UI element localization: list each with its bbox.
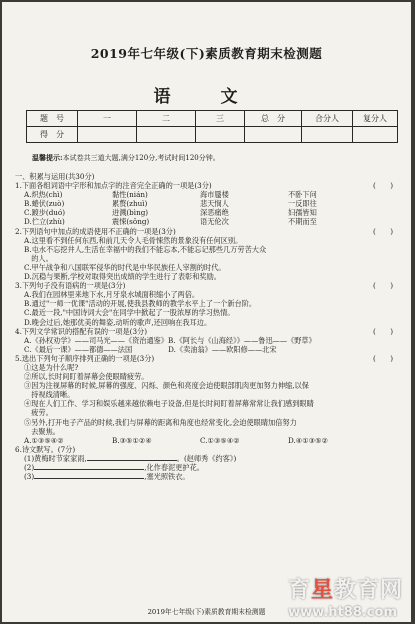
exam-tip (32, 153, 220, 163)
answer-blank[interactable] (34, 478, 144, 479)
section-heading: 一、积累与运用(共30分) (15, 172, 95, 181)
answer-blank[interactable] (87, 460, 177, 461)
answer-paren: ( ) (373, 181, 393, 191)
score-header-cell: 题 号 (27, 111, 78, 127)
exam-title: 2019年七年级(下)素质教育期末检测题 (90, 46, 323, 61)
answer-paren: ( ) (373, 226, 393, 236)
score-cell (196, 127, 245, 143)
watermark-brand: 育星教育网 (287, 578, 403, 603)
score-header-cell: 总 分 (245, 111, 302, 127)
page-footer: 2019年七年级(下)素质教育期末检测题 (147, 608, 266, 616)
q4-option: A.《孙权劝学》——司马光——《资治通鉴》B.《阿长与《山海经》》——鲁迅——《野草》 (24, 335, 316, 345)
star-glyph: 星 (310, 578, 334, 603)
question-stem-3: 3.下列句子没有语病的一项是(3分) ( ) (15, 281, 393, 291)
question-stem-2: 2.下列语句中加点的成语使用不正确的一项是(3分) ( ) (15, 226, 393, 236)
answer-paren: ( ) (373, 353, 393, 363)
q3-option: A.我们在园林里来地下水,月牙泉水城面积缩小了两倍。 (24, 290, 200, 300)
q1-option-row: C.踱步(duó) 迸溅(bìng) 深恶痛绝 妇孺皆知 (24, 208, 317, 218)
question-stem-5: 5.选出下列句子顺序排列正确的一项是(3分) ( ) (15, 353, 393, 363)
score-cell (353, 127, 398, 143)
q5-sentence: ③因为注视屏幕的时候,屏幕的强度、闪烁、颜色和亮度会迫使眼部肌肉更加努力伸缩,以保 (24, 381, 309, 391)
score-header-cell: 一 (78, 111, 137, 127)
q5-sentence: 疲劳。 (24, 408, 53, 418)
question-stem-6: 6.诗文默写。(7分) (15, 444, 76, 454)
score-header-row (27, 111, 398, 127)
exam-body (15, 172, 405, 481)
q2-option: B.屯水不忘挖井人,生活在幸福中的我们不能忘本,不能忘记那些几万劳苦大众 (24, 244, 267, 254)
score-value-row (27, 127, 398, 143)
score-cell (302, 127, 353, 143)
question-stem-1: 1.下面各组词语中字形和加点字的注音完全正确的一项是(3分) ( ) (15, 181, 393, 191)
q5-sentence: ⑤另外,打开电子产品的时候,我们与屏幕的距离和角度也经常变化,会迫使眼睛加倍努力 (24, 417, 297, 427)
q5-option-row: A.①③⑤④② B.③⑤①②④ C.①③⑤④② D.④①③⑤② (24, 435, 329, 445)
q1-option-row: A.炽热(chì) 黏性(nián) 海市蜃楼 不卧下问 (24, 190, 317, 200)
q4-option: C.《最后一课》——都德——法国 D.《卖油翁》——欧阳修——北宋 (24, 344, 277, 354)
q1-option-row: B.蜷伏(zuò) 累赘(zhuì) 悲天悯人 一反即往 (24, 199, 317, 209)
q3-option: C.最近一段,"中国诗词大会"在同学中掀起了一股浓厚的学习热情。 (24, 308, 235, 318)
answer-paren: ( ) (373, 281, 393, 291)
score-cell (137, 127, 196, 143)
score-header-cell: 复分人 (353, 111, 398, 127)
q6-blank-line: (3) ,塞光照铁衣。 (24, 472, 190, 482)
question-stem-4: 4.下列文学常识的搭配有误的一项是(3分) ( ) (15, 326, 393, 336)
q5-sentence: 持视线清晰。 (24, 390, 75, 400)
answer-paren: ( ) (373, 326, 393, 336)
score-cell (78, 127, 137, 143)
q3-option: B.通过"一师一优课"活动的开展,使我县教师的教学水平上了一个新台阶。 (24, 299, 257, 309)
q5-sentence: 去聚焦。 (24, 426, 60, 436)
exam-paper (2, 2, 411, 622)
q5-sentence: ②所以,长时间盯着屏幕会使眼睛疲劳。 (24, 372, 149, 382)
q2-option: A.这里看不到任何东西,和前几天令人毛骨悚然的景象没有任何区别。 (24, 235, 243, 245)
q5-sentence: ④现在人们工作、学习和娱乐越来越依赖电子设备,但是长时间盯着屏幕常常让我们感到眼睛 (24, 399, 314, 409)
score-row-label: 得 分 (27, 127, 78, 143)
subject-title: 语 文 (153, 87, 260, 107)
q2-option: D.沉稳与果断,学校对取得突出成绩的学生进行了表彰和奖励。 (24, 272, 221, 282)
q3-option: D.晚会过后,她那优美的舞姿,动听的歌声,还回响在我耳边。 (24, 317, 212, 327)
tip-text: 本试卷共三道大题,满分120分,考试时间120分钟。 (62, 154, 220, 162)
score-header-cell: 二 (137, 111, 196, 127)
q1-option-row: D.伫立(zhù) 震悚(sǒng) 语无伦次 不期而至 (24, 217, 317, 227)
q2-option: C.甲午战争和八国联军侵华的时代是中华民族任人宰割的时代。 (24, 262, 226, 272)
q2-option: 的人。 (24, 253, 53, 263)
score-header-cell: 合分人 (302, 111, 353, 127)
q6-blank-line: (2) ,化作春泥更护花。 (24, 463, 204, 472)
q6-blank-line: (1)黄梅时节家家雨, 。(赵师秀《约客》) (24, 453, 237, 463)
score-header-cell: 三 (196, 111, 245, 127)
answer-blank[interactable] (34, 469, 144, 470)
score-table (26, 110, 398, 143)
score-cell (245, 127, 302, 143)
q5-sentence: ①这是为什么呢? (24, 362, 79, 372)
watermark-url: www.ht88.com (288, 605, 397, 620)
tip-label: 温馨提示: (32, 153, 63, 162)
